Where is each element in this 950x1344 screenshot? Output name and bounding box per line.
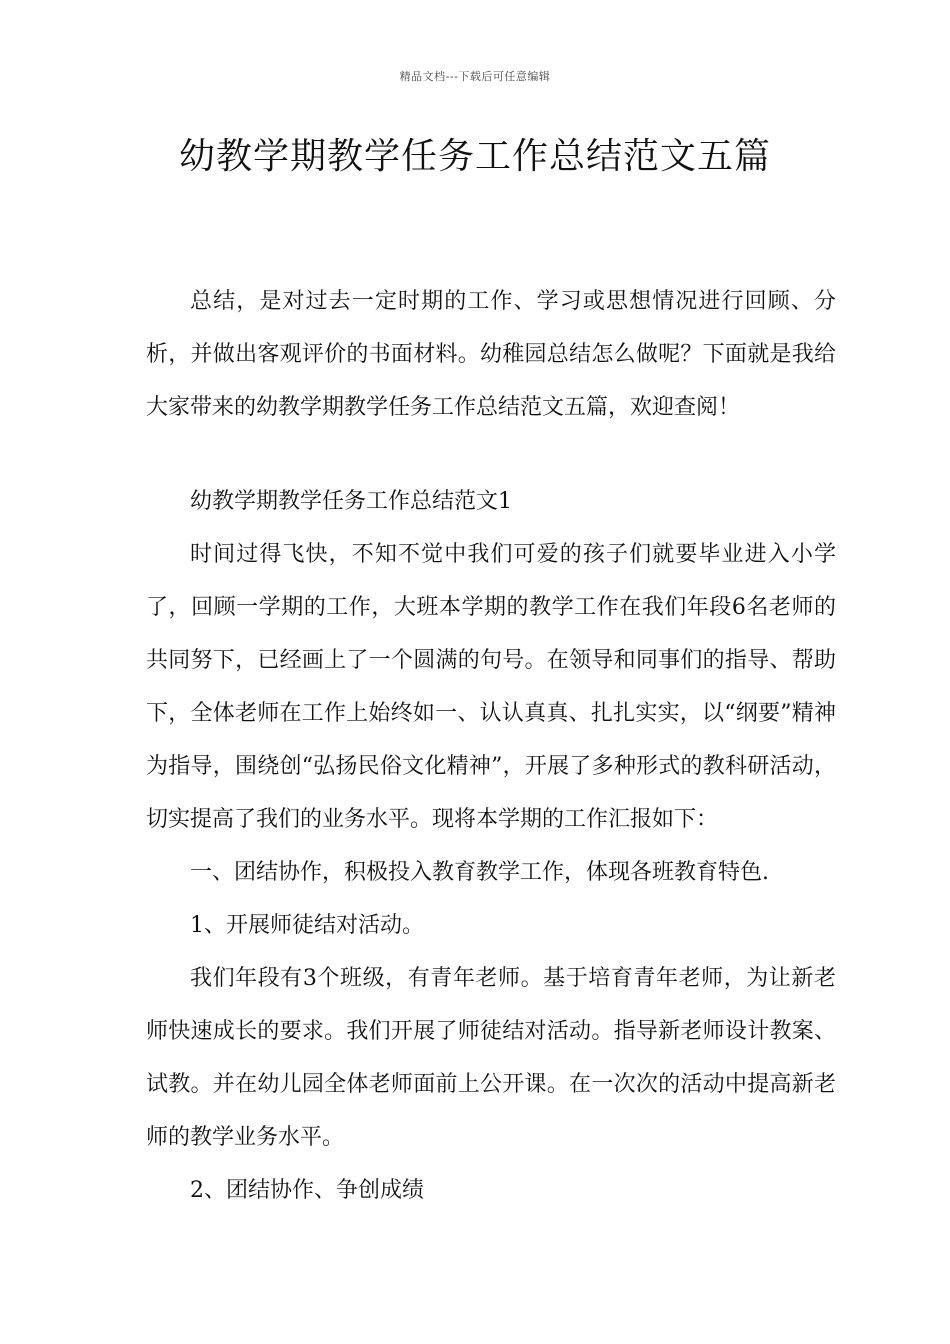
- body-paragraph: 我们年段有3个班级，有青年老师。基于培育青年老师，为让新老师快速成长的要求。我们开展了师徒结对活动。指导新老师设计教案、试教。并在幼儿园全体老师面前上公开课。在一次次的活动中提高新老师的教学业务水平。: [146, 966, 836, 1150]
- subheading-cooperation: 2、团结协作、争创成绩: [190, 1178, 424, 1203]
- subheading-unity: 一、团结协作，积极投入教育教学工作，体现各班教育特色.: [190, 860, 769, 885]
- subheading-mentoring: 1、开展师徒结对活动。: [190, 913, 424, 938]
- section-heading: 幼教学期教学任务工作总结范文1: [190, 489, 512, 514]
- body-paragraph: 时间过得飞快，不知不觉中我们可爱的孩子们就要毕业进入小学了，回顾一学期的工作，大班本学期的教学工作在我们年段6名老师的共同努下，已经画上了一个圆满的句号。在领导和同事们的指导、帮助下，全体老师在工作上始终如一、认认真真、扎扎实实，以“纲要”精神为指导，围绕创“弘扬民俗文化精神”，开展了多种形式的教科研活动，切实提高了我们的业务水平。现将本学期的工作汇报如下：: [146, 542, 836, 832]
- header-note: 精品文档---下载后可任意编辑: [399, 70, 551, 83]
- main-content: [146, 475, 836, 1217]
- document-title: 幼教学期教学任务工作总结范文五篇: [178, 136, 771, 177]
- intro-paragraph: 总结，是对过去一定时期的工作、学习或思想情况进行回顾、分析，并做出客观评价的书面材料。幼稚园总结怎么做呢？下面就是我给大家带来的幼教学期教学任务工作总结范文五篇，欢迎查阅！: [146, 289, 836, 420]
